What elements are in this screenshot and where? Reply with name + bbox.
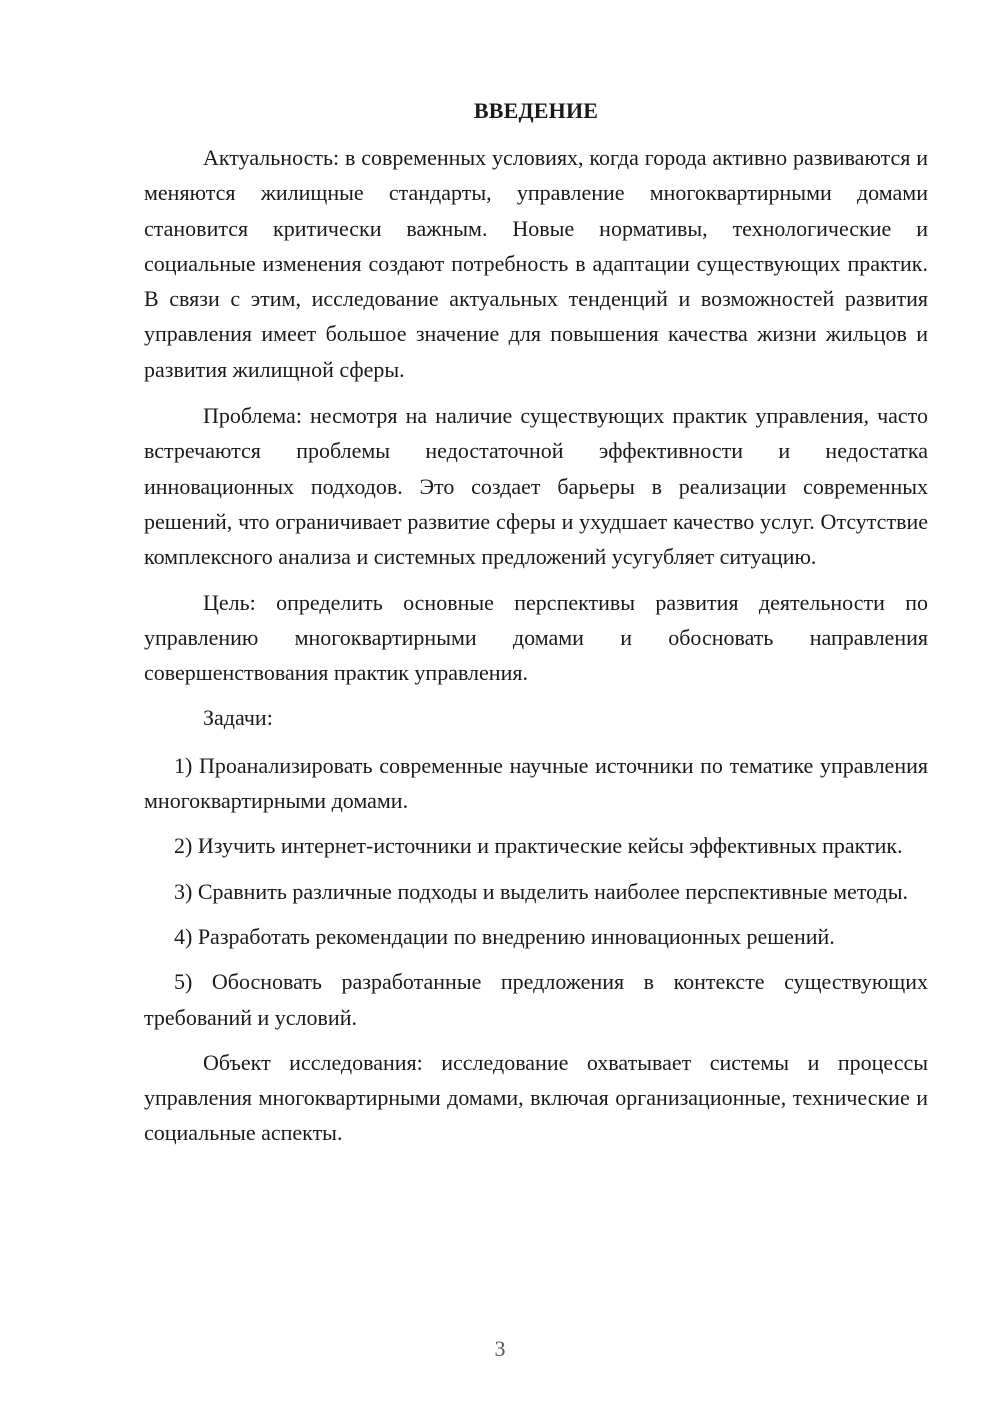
tasks-list bbox=[144, 748, 928, 1035]
task-item-4: 4) Разработать рекомендации по внедрению инновационных решений. bbox=[174, 923, 835, 949]
task-item-2: 2) Изучить интернет-источники и практические кейсы эффективных практик. bbox=[174, 833, 903, 859]
document-page bbox=[144, 96, 928, 1161]
problem-paragraph: Проблема: несмотря на наличие существующих практик управления, часто встречаются проблемы недостаточной эффективности и недостатка инновационных подходов. Это создает барьеры в реализации современных решений, что ограничивает развитие сферы и ухудшает качество услуг. Отсутствие комплексного анализа и системных предложений усугубляет ситуацию. bbox=[144, 403, 928, 570]
page-number: 3 bbox=[494, 1336, 506, 1361]
goal-paragraph: Цель: определить основные перспективы развития деятельности по управлению многоквартирными домами и обосновать направления совершенствования практик управления. bbox=[144, 589, 928, 686]
relevance-paragraph: Актуальность: в современных условиях, когда города активно развиваются и меняются жилищные стандарты, управление многоквартирными домами становится критически важным. Новые нормативы, технологические и социальные изменения создают потребность в адаптации существующих практик. В связи с этим, исследование актуальных тенденций и возможностей развития управления имеет большое значение для повышения качества жизни жильцов и развития жилищной сферы. bbox=[144, 145, 928, 382]
section-heading: ВВЕДЕНИЕ bbox=[473, 98, 599, 123]
tasks-label: Задачи: bbox=[203, 705, 273, 731]
object-paragraph: Объект исследования: исследование охватывает системы и процессы управления многоквартирными домами, включая организационные, технические и социальные аспекты. bbox=[144, 1049, 928, 1146]
task-item-3: 3) Сравнить различные подходы и выделить наиболее перспективные методы. bbox=[174, 878, 908, 904]
task-item-1: 1) Проанализировать современные научные источники по тематике управления многоквартирными домами. bbox=[144, 752, 928, 814]
task-item-5: 5) Обосновать разработанные предложения в контексте существующих требований и условий. bbox=[144, 969, 928, 1030]
